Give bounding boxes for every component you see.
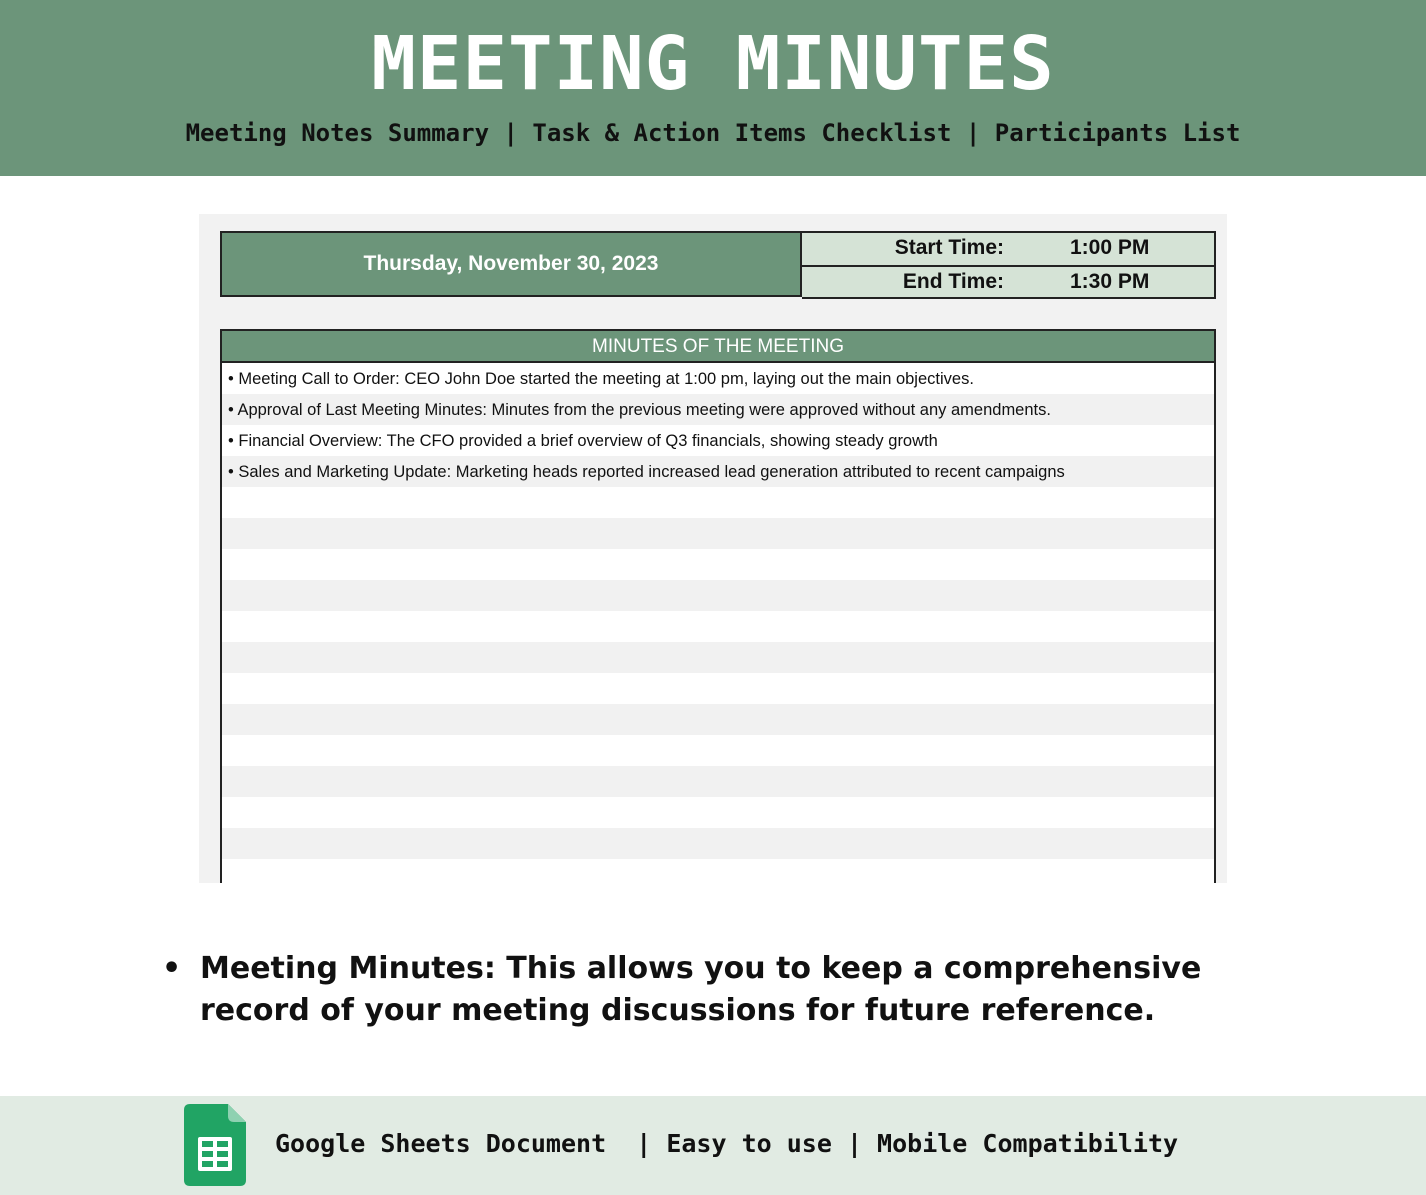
page-subtitle: Meeting Notes Summary | Task & Action Items Checklist | Participants List — [185, 119, 1241, 147]
start-time-row[interactable] — [802, 233, 1214, 267]
minutes-row[interactable] — [222, 673, 1214, 704]
minutes-row[interactable]: • Sales and Marketing Update: Marketing heads reported increased lead generation attributed to recent campaigns — [222, 456, 1214, 487]
feature-text: Meeting Minutes: This allows you to keep a comprehensive record of your meeting discussions for future reference. — [200, 951, 1202, 1028]
time-table — [802, 231, 1216, 299]
minutes-row[interactable] — [222, 642, 1214, 673]
meeting-date: Thursday, November 30, 2023 — [363, 252, 659, 275]
footer-features: Google Sheets Document | Easy to use | Mobile Compatibility — [275, 1129, 1179, 1158]
header-banner — [0, 0, 1426, 176]
minutes-row[interactable] — [222, 487, 1214, 518]
minutes-row[interactable] — [222, 580, 1214, 611]
end-time-label: End Time: — [902, 270, 1004, 293]
minutes-row[interactable] — [222, 704, 1214, 735]
minutes-row[interactable] — [222, 797, 1214, 828]
end-time-row[interactable] — [802, 267, 1214, 299]
spreadsheet-preview — [199, 214, 1227, 883]
minutes-header: MINUTES OF THE MEETING — [222, 331, 1214, 363]
minutes-row[interactable] — [222, 518, 1214, 549]
google-sheets-icon — [184, 1104, 246, 1186]
minutes-row[interactable] — [222, 611, 1214, 642]
end-time-value: 1:30 PM — [1070, 270, 1150, 293]
minutes-row[interactable]: • Financial Overview: The CFO provided a brief overview of Q3 financials, showing steady growth — [228, 432, 938, 450]
page-title: MEETING MINUTES — [371, 21, 1055, 107]
start-time-value: 1:00 PM — [1070, 236, 1150, 259]
minutes-table — [220, 329, 1216, 883]
minutes-row[interactable] — [222, 828, 1214, 859]
minutes-row[interactable]: • Approval of Last Meeting Minutes: Minutes from the previous meeting were approved without any amendments. — [222, 394, 1214, 425]
footer-bar — [0, 1096, 1426, 1195]
bullet-point: • — [162, 951, 182, 986]
minutes-row[interactable] — [222, 735, 1214, 766]
minutes-row[interactable] — [222, 549, 1214, 580]
minutes-rows — [222, 363, 1214, 883]
minutes-row[interactable]: • Meeting Call to Order: CEO John Doe started the meeting at 1:00 pm, laying out the main objectives. — [228, 370, 974, 388]
start-time-label: Start Time: — [894, 236, 1004, 259]
feature-description — [162, 948, 1312, 1032]
minutes-row[interactable] — [222, 859, 1214, 883]
meeting-date-cell[interactable] — [220, 231, 802, 297]
minutes-row[interactable] — [222, 766, 1214, 797]
